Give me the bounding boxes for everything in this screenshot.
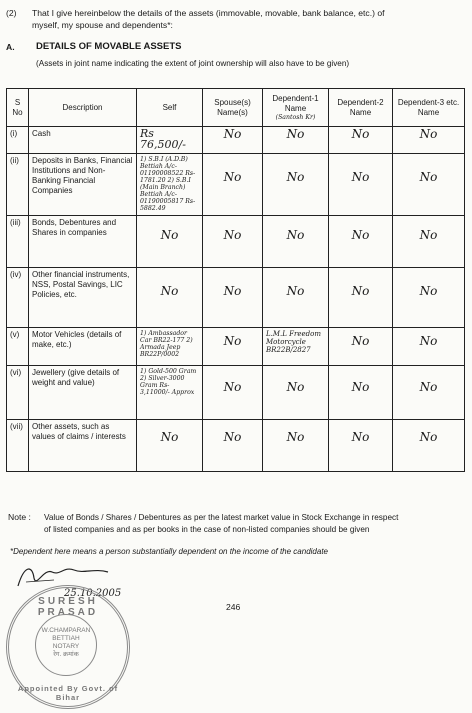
cell-sno: (vii) <box>7 420 29 472</box>
table-row <box>7 366 465 420</box>
cell-dep2: No <box>329 216 393 268</box>
cell-description: Jewellery (give details of weight and value) <box>29 366 137 420</box>
intro-number: (2) <box>6 8 17 18</box>
stamp-line4: रेग. क्रमांक <box>53 651 79 658</box>
cell-dep3: No <box>393 127 465 154</box>
intro-text-line2: myself, my spouse and dependents*: <box>32 20 173 30</box>
stamp-line2: BETTIAH <box>52 635 80 642</box>
cell-self: 1) S.B.I (A.D.B) Bettiah A/c-01190008522 Rs-1781.20 2) S.B.I (Main Branch) Bettiah A/c-01190005817 Rs-5882.49 <box>137 154 203 216</box>
table-row <box>7 216 465 268</box>
cell-dep3: No <box>393 268 465 328</box>
cell-sno: (vi) <box>7 366 29 420</box>
table-header-row <box>7 89 465 127</box>
cell-description: Motor Vehicles (details of make, etc.) <box>29 328 137 366</box>
table-row <box>7 328 465 366</box>
cell-dep2: No <box>329 127 393 154</box>
cell-dep2: No <box>329 268 393 328</box>
signature-date: 25.10.2005 <box>64 588 122 599</box>
cell-dep1: No <box>263 154 329 216</box>
cell-spouse: No <box>203 366 263 420</box>
cell-spouse: No <box>203 420 263 472</box>
cell-dep1: No <box>263 216 329 268</box>
note-line2: of listed companies and as per books in the case of non-listed companies should be given <box>44 525 370 534</box>
cell-self: 1) Ambassador Car BR22-177 2) Armada Jeep BR22P/0002 <box>137 328 203 366</box>
cell-spouse: No <box>203 154 263 216</box>
cell-sno: (ii) <box>7 154 29 216</box>
header-spouse: Spouse(s) Name(s) <box>203 89 263 127</box>
page-number: 246 <box>226 602 241 612</box>
cell-dep1: No <box>263 268 329 328</box>
cell-description: Bonds, Debentures and Shares in companies <box>29 216 137 268</box>
cell-sno: (iii) <box>7 216 29 268</box>
header-self: Self <box>137 89 203 127</box>
stamp-bottom-text: Appointed By Govt. of Bihar <box>17 684 119 702</box>
notary-stamp <box>6 585 130 709</box>
header-dependent-1 <box>263 89 329 127</box>
cell-spouse: No <box>203 216 263 268</box>
cell-dep1: No <box>263 366 329 420</box>
cell-dep1: L.M.L Freedom Motorcycle BR22B/2827 <box>263 328 329 366</box>
section-title: DETAILS OF MOVABLE ASSETS <box>36 41 182 52</box>
stamp-line1: W.CHAMPARAN <box>41 627 91 634</box>
table-row <box>7 127 465 154</box>
cell-sno: (i) <box>7 127 29 154</box>
note-label: Note : <box>8 512 31 522</box>
movable-assets-table <box>6 88 465 472</box>
cell-dep3: No <box>393 154 465 216</box>
note-line1: Value of Bonds / Shares / Debentures as per the latest market value in Stock Exchange in respect <box>44 513 399 522</box>
cell-self: No <box>137 420 203 472</box>
cell-dep2: No <box>329 420 393 472</box>
header-dependent-3: Dependent-3 etc. Name <box>393 89 465 127</box>
cell-dep3: No <box>393 328 465 366</box>
cell-dep2: No <box>329 154 393 216</box>
intro-text-line1: That I give hereinbelow the details of the assets (immovable, movable, bank balance, etc.) of <box>32 8 385 18</box>
cell-description: Other assets, such as values of claims / interests <box>29 420 137 472</box>
cell-dep1: No <box>263 127 329 154</box>
table-row <box>7 420 465 472</box>
cell-dep2: No <box>329 328 393 366</box>
table-row <box>7 154 465 216</box>
stamp-line3: NOTARY <box>52 643 80 650</box>
cell-dep1: No <box>263 420 329 472</box>
section-subtitle: (Assets in joint name indicating the extent of joint ownership will also have to be given) <box>36 59 350 68</box>
cell-spouse: No <box>203 127 263 154</box>
header-dependent-2: Dependent-2 Name <box>329 89 393 127</box>
cell-sno: (v) <box>7 328 29 366</box>
cell-sno: (iv) <box>7 268 29 328</box>
footnote: *Dependent here means a person substantially dependent on the income of the candidate <box>10 547 328 556</box>
table-row <box>7 268 465 328</box>
cell-self: Rs 76,500/- <box>137 127 203 154</box>
stamp-inner <box>35 614 97 676</box>
cell-description: Other financial instruments, NSS, Postal Savings, LIC Policies, etc. <box>29 268 137 328</box>
cell-dep3: No <box>393 420 465 472</box>
cell-dep2: No <box>329 366 393 420</box>
header-dep1-label: Dependent-1 Name <box>272 94 319 113</box>
section-letter: A. <box>6 42 15 52</box>
cell-description: Cash <box>29 127 137 154</box>
header-description: Description <box>29 89 137 127</box>
cell-dep3: No <box>393 216 465 268</box>
cell-description: Deposits in Banks, Financial Institutions and Non-Banking Financial Companies <box>29 154 137 216</box>
cell-spouse: No <box>203 328 263 366</box>
cell-self: 1) Gold-500 Gram 2) Silver-3000 Gram Rs-3,11000/- Approx <box>137 366 203 420</box>
cell-self: No <box>137 216 203 268</box>
cell-self: No <box>137 268 203 328</box>
cell-spouse: No <box>203 268 263 328</box>
stamp-top-text: SURESH PRASAD <box>37 596 99 618</box>
header-dep1-handwritten: (Santosh Kr) <box>275 114 316 121</box>
header-sno: S No <box>7 89 29 127</box>
cell-dep3: No <box>393 366 465 420</box>
